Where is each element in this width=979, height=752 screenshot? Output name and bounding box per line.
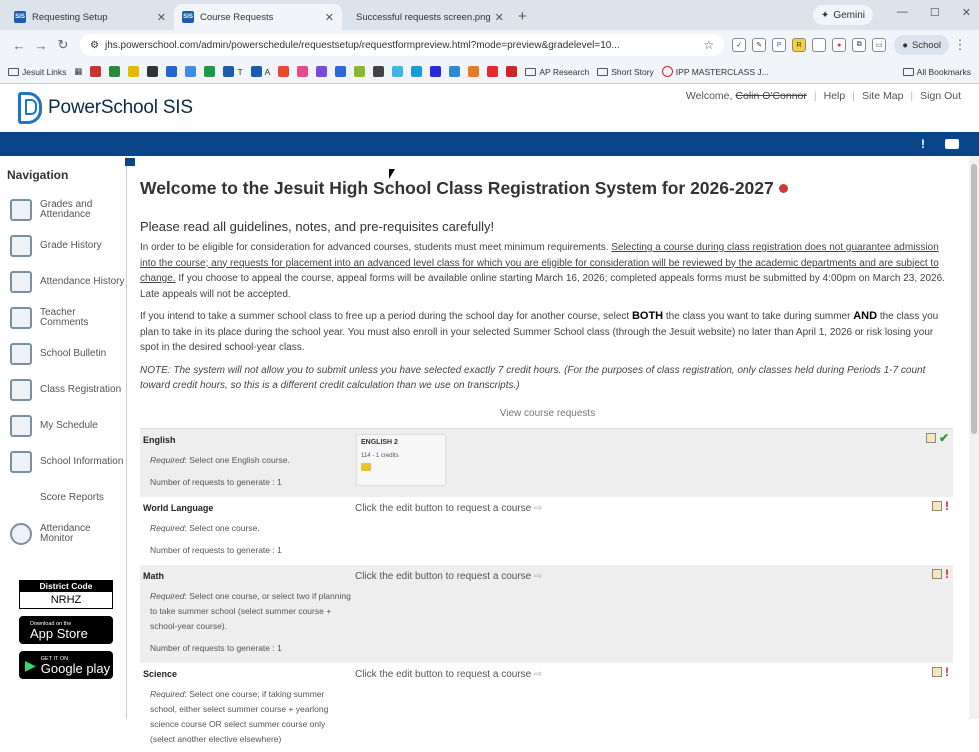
bookmark-icon[interactable]	[251, 66, 271, 77]
row-subject: Math	[143, 570, 164, 581]
sidebar-item-label: Grades and Attendance	[40, 199, 93, 220]
summer-school-paragraph	[140, 309, 950, 356]
sidebar-item-label: My Schedule	[40, 420, 98, 431]
tab-successful-requests[interactable]	[342, 4, 510, 30]
new-tab-icon[interactable]: +	[518, 8, 527, 25]
sidebar-item-school-bulletin[interactable]	[0, 336, 126, 372]
tab-title: Course Requests	[200, 11, 274, 23]
extension-icon[interactable]: ●	[832, 38, 846, 52]
app-store-badge[interactable]	[19, 616, 113, 644]
p2-text: the class you want to take during summer	[663, 311, 854, 322]
sidebar-item-label: Attendance Monitor	[40, 523, 91, 544]
powerschool-logo[interactable]	[18, 92, 193, 124]
requests-count: Number of requests to generate : 1	[150, 476, 282, 487]
bookmark-label: T	[237, 66, 243, 77]
course-credits: 114 - 1 credits	[361, 452, 399, 459]
reload-icon[interactable]: ↻	[57, 37, 69, 52]
arrow-right-icon: ⇨	[534, 570, 543, 582]
row-requirement	[150, 687, 352, 747]
bookmark-icon[interactable]	[449, 66, 460, 77]
menu-icon[interactable]: ⋮	[953, 37, 967, 52]
close-icon[interactable]: ✕	[324, 11, 334, 24]
table-row	[140, 497, 953, 565]
address-bar[interactable]	[80, 34, 724, 56]
exclamation-icon: !	[945, 664, 949, 679]
p1-text: If you choose to appeal the course, appeal forms will be available online starting March 16, 2026; completed appeals forms must be submitted by 4:00pm on March 23, 2026. Late appeals will not be accepted.	[140, 273, 945, 300]
close-icon[interactable]: ✕	[494, 11, 504, 24]
page-title	[140, 178, 979, 199]
blue-nav-bar	[0, 132, 979, 156]
tab-requesting-setup[interactable]	[6, 4, 174, 30]
required-label: Required	[150, 688, 185, 699]
bookmark-icon[interactable]	[297, 66, 308, 77]
course-name: ENGLISH 2	[361, 438, 398, 446]
extension-icon[interactable]	[812, 38, 826, 52]
close-window-icon[interactable]: ✕	[961, 7, 971, 19]
sidebar-item-grades-attendance[interactable]	[0, 192, 126, 228]
p2-bold: BOTH	[631, 310, 664, 322]
bookmark-icon[interactable]	[204, 66, 215, 77]
sidebar-item-label: Attendance History	[40, 276, 125, 287]
edit-icon[interactable]	[932, 501, 942, 511]
apps-icon[interactable]: ▦	[74, 66, 83, 76]
page	[0, 84, 979, 744]
bookmark-icon[interactable]	[278, 66, 289, 77]
arrow-right-icon: ⇨	[534, 668, 543, 680]
grades-icon	[10, 199, 32, 221]
extensions	[732, 38, 886, 52]
bookmark-label: AP Research	[539, 66, 590, 77]
bookmark-icon[interactable]	[185, 66, 196, 77]
navigation-title: Navigation	[7, 168, 69, 182]
row-status	[926, 430, 949, 445]
district-code-box	[19, 580, 113, 609]
arrow-right-icon: ⇨	[534, 502, 543, 514]
browser-chrome	[0, 0, 979, 84]
sidebar-item-teacher-comments[interactable]	[0, 300, 126, 336]
row-subject: English	[143, 434, 176, 445]
folder-icon	[8, 68, 19, 76]
page-title-text: Welcome to the Jesuit High School Class Registration System for 2026-2027	[140, 178, 774, 198]
requirement-text: : Select one course.	[184, 522, 260, 533]
row-requirement	[150, 589, 352, 634]
click-edit-text	[355, 498, 953, 514]
bookmarks-bar	[0, 60, 979, 84]
click-edit-label: Click the edit button to request a course	[355, 502, 532, 514]
sidebar-item-school-information[interactable]	[0, 444, 126, 480]
divider: |	[813, 90, 817, 102]
sidebar-item-label: Grade History	[40, 240, 102, 251]
score-reports-icon	[10, 487, 32, 509]
bookmark-icon[interactable]	[90, 66, 101, 77]
tab-bar	[0, 0, 979, 30]
p1-text: In order to be eligible for consideration for advanced courses, students must meet minimum requirements.	[140, 242, 612, 253]
google-play-badge[interactable]	[19, 651, 113, 679]
required-label: Required	[150, 522, 185, 533]
scrollbar[interactable]	[969, 156, 979, 719]
bookmark-label: A	[264, 66, 271, 77]
bookmark-icon[interactable]	[147, 66, 158, 77]
requests-count: Number of requests to generate : 1	[150, 642, 282, 653]
puzzle-icon[interactable]: ⧉	[852, 38, 866, 52]
welcome-text: Welcome,	[685, 90, 733, 102]
extension-icon[interactable]: R	[792, 38, 806, 52]
play-icon: ▶	[25, 656, 36, 673]
click-edit-label: Click the edit button to request a course	[355, 570, 532, 582]
edit-icon[interactable]	[932, 667, 942, 677]
tab-search-icon[interactable]: ▭	[872, 38, 886, 52]
edit-icon[interactable]	[926, 433, 936, 443]
row-status	[932, 498, 949, 513]
sidebar-item-class-registration[interactable]	[0, 372, 126, 408]
bookmark-icon[interactable]	[223, 66, 242, 77]
sidebar-item-label: School Information	[40, 456, 124, 467]
row-subject: Science	[143, 668, 178, 679]
sidebar-item-label: Teacher Comments	[40, 307, 89, 328]
bookmark-label: Short Story	[611, 66, 654, 77]
registration-icon	[10, 379, 32, 401]
extension-icon[interactable]: ✎	[752, 38, 766, 52]
window-controls	[897, 6, 971, 19]
minimize-icon[interactable]: —	[896, 6, 908, 18]
profile-button[interactable]	[894, 35, 949, 55]
p2-bold: AND	[853, 310, 878, 322]
sidebar-item-score-reports[interactable]	[0, 480, 126, 516]
grade-history-icon	[10, 235, 32, 257]
browser-toolbar	[0, 30, 979, 60]
bookmark-label: Jesuit Links	[22, 66, 67, 77]
note-icon	[361, 463, 371, 471]
view-course-requests-link[interactable]: View course requests	[499, 407, 596, 419]
sis-favicon-icon: SIS	[182, 11, 194, 23]
bookmark-icon[interactable]	[335, 66, 346, 77]
divider: |	[910, 90, 914, 102]
tab-course-requests[interactable]	[174, 4, 342, 30]
district-code-label: District Code	[20, 581, 112, 592]
user-name: Colin O'Connor	[735, 90, 807, 102]
monitor-icon	[10, 523, 32, 545]
maximize-icon[interactable]: ☐	[929, 7, 940, 19]
bookmark-icon[interactable]	[373, 66, 384, 77]
all-bookmarks[interactable]	[903, 67, 971, 77]
requirement-text: : Select one course, or select two if planning to take summer school (select summer course + school-year course).	[150, 590, 351, 631]
bookmark-star-icon[interactable]: ☆	[703, 38, 715, 52]
extension-icon[interactable]: P	[772, 38, 786, 52]
sidebar-item-label: School Bulletin	[40, 348, 107, 359]
bookmark-icon[interactable]	[392, 66, 403, 77]
avatar: ●	[902, 39, 908, 51]
bookmark-icon[interactable]	[506, 66, 517, 77]
bookmark-folder[interactable]	[8, 67, 66, 77]
forward-icon[interactable]: →	[34, 37, 48, 53]
row-requirement	[150, 453, 352, 468]
back-icon[interactable]: ←	[12, 37, 26, 53]
help-link[interactable]: Help	[823, 90, 846, 102]
print-icon[interactable]	[945, 139, 959, 149]
logo-text: PowerSchool SIS	[48, 97, 193, 118]
divider: |	[852, 90, 855, 102]
folder-icon	[525, 68, 536, 76]
exclamation-icon: !	[945, 498, 949, 513]
bookmark-icon[interactable]	[354, 66, 365, 77]
p2-text: the class you plan to take in its place during the school year. You must also enroll in your selected Summer School class (through the Jesuit website) no later than April 1, 2026 or risk losing your spot in the desired school-year class.	[140, 311, 939, 353]
extension-icon[interactable]: ✓	[732, 38, 746, 52]
click-edit-label: Click the edit button to request a course	[355, 668, 532, 680]
table-row	[140, 663, 953, 752]
bookmark-icon[interactable]	[166, 66, 177, 77]
requirement-text: : Select one course; if taking summer school, either select summer course + yearlong science course OR select summer course only (select another elective elsewhere)	[150, 688, 329, 744]
table-row	[140, 429, 953, 497]
schedule-icon	[10, 415, 32, 437]
exclamation-icon: !	[945, 566, 949, 581]
page-subtitle: Please read all guidelines, notes, and pre-requisites carefully!	[140, 219, 495, 234]
all-bookmarks-label: All Bookmarks	[916, 66, 971, 77]
click-edit-text	[355, 566, 953, 582]
sidebar-item-attendance-monitor[interactable]	[0, 516, 126, 552]
tab-title: Requesting Setup	[32, 11, 108, 23]
comments-icon	[10, 307, 32, 329]
sidebar-item-grade-history[interactable]	[0, 228, 126, 264]
site-info-icon[interactable]: ⚙	[90, 39, 99, 51]
bookmark-icon[interactable]	[109, 66, 120, 77]
bulletin-icon	[10, 343, 32, 365]
row-status	[932, 566, 949, 581]
sidebar-item-attendance-history[interactable]	[0, 264, 126, 300]
course-card[interactable]	[356, 434, 446, 486]
requirement-text: : Select one English course.	[184, 454, 290, 465]
sparkle-icon: ✦	[820, 9, 830, 21]
sidebar-item-label: Score Reports	[40, 492, 104, 503]
click-edit-text	[355, 664, 953, 680]
main-content	[140, 156, 979, 744]
bookmark-icon[interactable]	[411, 66, 422, 77]
powerschool-logo-icon	[18, 92, 42, 124]
google-play-small-text: GET IT ON	[40, 655, 69, 662]
bookmark-icon[interactable]	[468, 66, 479, 77]
p2-text: If you intend to take a summer school class to free up a period during the school day for another course, select	[140, 311, 632, 322]
row-subject: World Language	[143, 502, 214, 513]
alert-icon[interactable]: !	[921, 137, 925, 151]
top-links	[686, 90, 961, 102]
bookmark-icon[interactable]	[430, 66, 441, 77]
profile-label: School	[911, 39, 941, 51]
attendance-history-icon	[10, 271, 32, 293]
folder-icon	[903, 68, 914, 76]
sis-favicon-icon: SIS	[14, 11, 26, 23]
eligibility-paragraph	[140, 240, 950, 302]
gemini-label: Gemini	[833, 9, 865, 21]
bookmark-icon[interactable]	[128, 66, 139, 77]
red-dot-icon	[779, 184, 788, 193]
school-icon	[10, 451, 32, 473]
required-label: Required	[150, 454, 185, 465]
tab-title: Successful requests screen.png	[356, 11, 491, 23]
powerschool-header	[0, 84, 979, 132]
credit-note: NOTE: The system will not allow you to submit unless you have selected exactly 7 credit hours. (For the purposes of class registration, only classes held during Periods 1-7 count toward credit hours, so this is a different credit calculation than we use on transcripts.)	[140, 364, 926, 391]
sidebar-item-my-schedule[interactable]	[0, 408, 126, 444]
bookmark-folder[interactable]	[525, 67, 589, 77]
requests-count: Number of requests to generate : 1	[150, 544, 282, 555]
bookmark-folder[interactable]	[597, 67, 654, 77]
required-label: Required	[150, 590, 185, 601]
sidebar-item-label: Class Registration	[40, 384, 122, 395]
app-store-text: App Store	[30, 625, 88, 641]
scrollbar-thumb[interactable]	[971, 164, 977, 434]
row-requirement	[150, 521, 352, 536]
requests-table	[140, 428, 953, 752]
bookmark-label: IPP MASTERCLASS J...	[675, 66, 769, 77]
bookmark-icon[interactable]	[487, 66, 498, 77]
checkmark-icon: ✔	[938, 430, 949, 445]
p1-underlined: Selecting a course during class registration does not guarantee admission into the course; any requests for placement into an advanced level class for which you are eligible for consideration will be reviewed by the academic departments and are subject to change.	[140, 242, 939, 284]
site-map-link[interactable]: Site Map	[861, 90, 904, 102]
table-row	[140, 565, 953, 663]
edit-icon[interactable]	[932, 569, 942, 579]
close-icon[interactable]: ✕	[156, 11, 166, 24]
gemini-button[interactable]	[813, 5, 873, 25]
url-text: jhs.powerschool.com/admin/powerschedule/requestsetup/requestformpreview.html?mode=preview&gradelevel=10...	[104, 39, 620, 51]
google-play-text: Google play	[40, 660, 111, 676]
app-store-small-text: Download on the	[30, 620, 72, 627]
mouse-cursor-icon	[389, 169, 395, 179]
collapse-sidebar-icon[interactable]	[125, 158, 135, 166]
bookmark-folder[interactable]	[662, 66, 769, 77]
sign-out-link[interactable]: Sign Out	[920, 90, 961, 102]
bookmark-icon[interactable]	[316, 66, 327, 77]
folder-icon	[597, 68, 608, 76]
row-status	[932, 664, 949, 679]
district-code-value: NRHZ	[50, 594, 82, 606]
navigation-sidebar	[0, 156, 127, 719]
